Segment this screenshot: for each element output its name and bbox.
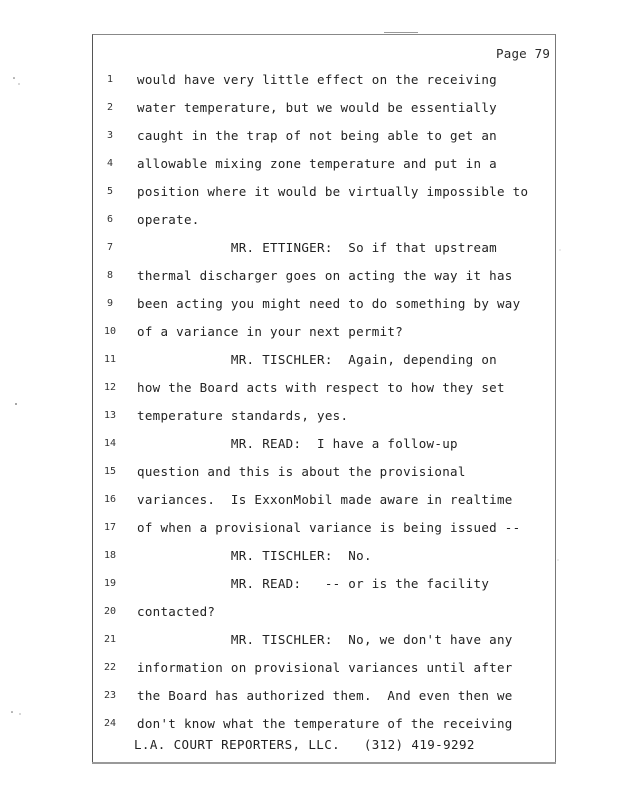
- line-number: 9: [106, 298, 114, 309]
- line-text: of when a provisional variance is being issued --: [137, 520, 521, 535]
- speck: [11, 711, 13, 713]
- line-text: MR. ETTINGER: So if that upstream: [137, 240, 497, 255]
- line-number: 11: [103, 354, 117, 365]
- line-text: position where it would be virtually impossible to: [137, 184, 529, 199]
- line-text: contacted?: [137, 604, 216, 619]
- speck: [558, 560, 559, 561]
- line-number: 17: [103, 522, 117, 533]
- line-text: would have very little effect on the receiving: [137, 72, 497, 87]
- line-number: 3: [106, 130, 114, 141]
- line-text: variances. Is ExxonMobil made aware in realtime: [137, 492, 513, 507]
- line-number: 13: [103, 410, 117, 421]
- speck: [18, 83, 19, 84]
- line-number: 18: [103, 550, 117, 561]
- line-number: 15: [103, 466, 117, 477]
- line-text: MR. TISCHLER: No.: [137, 548, 372, 563]
- line-text: temperature standards, yes.: [137, 408, 349, 423]
- line-number: 6: [106, 214, 114, 225]
- line-text: question and this is about the provisional: [137, 464, 466, 479]
- speck: [15, 403, 17, 405]
- line-number: 4: [106, 158, 114, 169]
- line-number: 8: [106, 270, 114, 281]
- line-text: caught in the trap of not being able to get an: [137, 128, 497, 143]
- speck: [13, 77, 15, 79]
- line-number: 19: [103, 578, 117, 589]
- line-number: 2: [106, 102, 114, 113]
- page-number: Page 79: [496, 46, 551, 61]
- line-number: 16: [103, 494, 117, 505]
- line-number: 12: [103, 382, 117, 393]
- line-text: of a variance in your next permit?: [137, 324, 404, 339]
- line-text: thermal discharger goes on acting the way it has: [137, 268, 513, 283]
- speck: [19, 713, 20, 714]
- court-reporter-footer: L.A. COURT REPORTERS, LLC. (312) 419-9292: [134, 737, 475, 752]
- line-text: MR. READ: I have a follow-up: [137, 436, 458, 451]
- line-number: 14: [103, 438, 117, 449]
- line-text: allowable mixing zone temperature and put in a: [137, 156, 497, 171]
- line-number: 1: [106, 74, 114, 85]
- line-number: 23: [103, 690, 117, 701]
- line-text: how the Board acts with respect to how they set: [137, 380, 505, 395]
- line-number: 21: [103, 634, 117, 645]
- line-text: MR. TISCHLER: No, we don't have any: [137, 632, 513, 647]
- line-text: information on provisional variances until after: [137, 660, 513, 675]
- line-number: 10: [103, 326, 117, 337]
- line-number: 20: [103, 606, 117, 617]
- line-number: 22: [103, 662, 117, 673]
- line-text: the Board has authorized them. And even then we: [137, 688, 513, 703]
- line-number: 7: [106, 242, 114, 253]
- line-text: operate.: [137, 212, 200, 227]
- line-text: been acting you might need to do something by way: [137, 296, 521, 311]
- line-text: MR. TISCHLER: Again, depending on: [137, 352, 497, 367]
- speck: [560, 250, 561, 251]
- line-number: 5: [106, 186, 114, 197]
- line-text: water temperature, but we would be essentially: [137, 100, 497, 115]
- line-number: 24: [103, 718, 117, 729]
- line-text: don't know what the temperature of the receiving: [137, 716, 513, 731]
- line-text: MR. READ: -- or is the facility: [137, 576, 490, 591]
